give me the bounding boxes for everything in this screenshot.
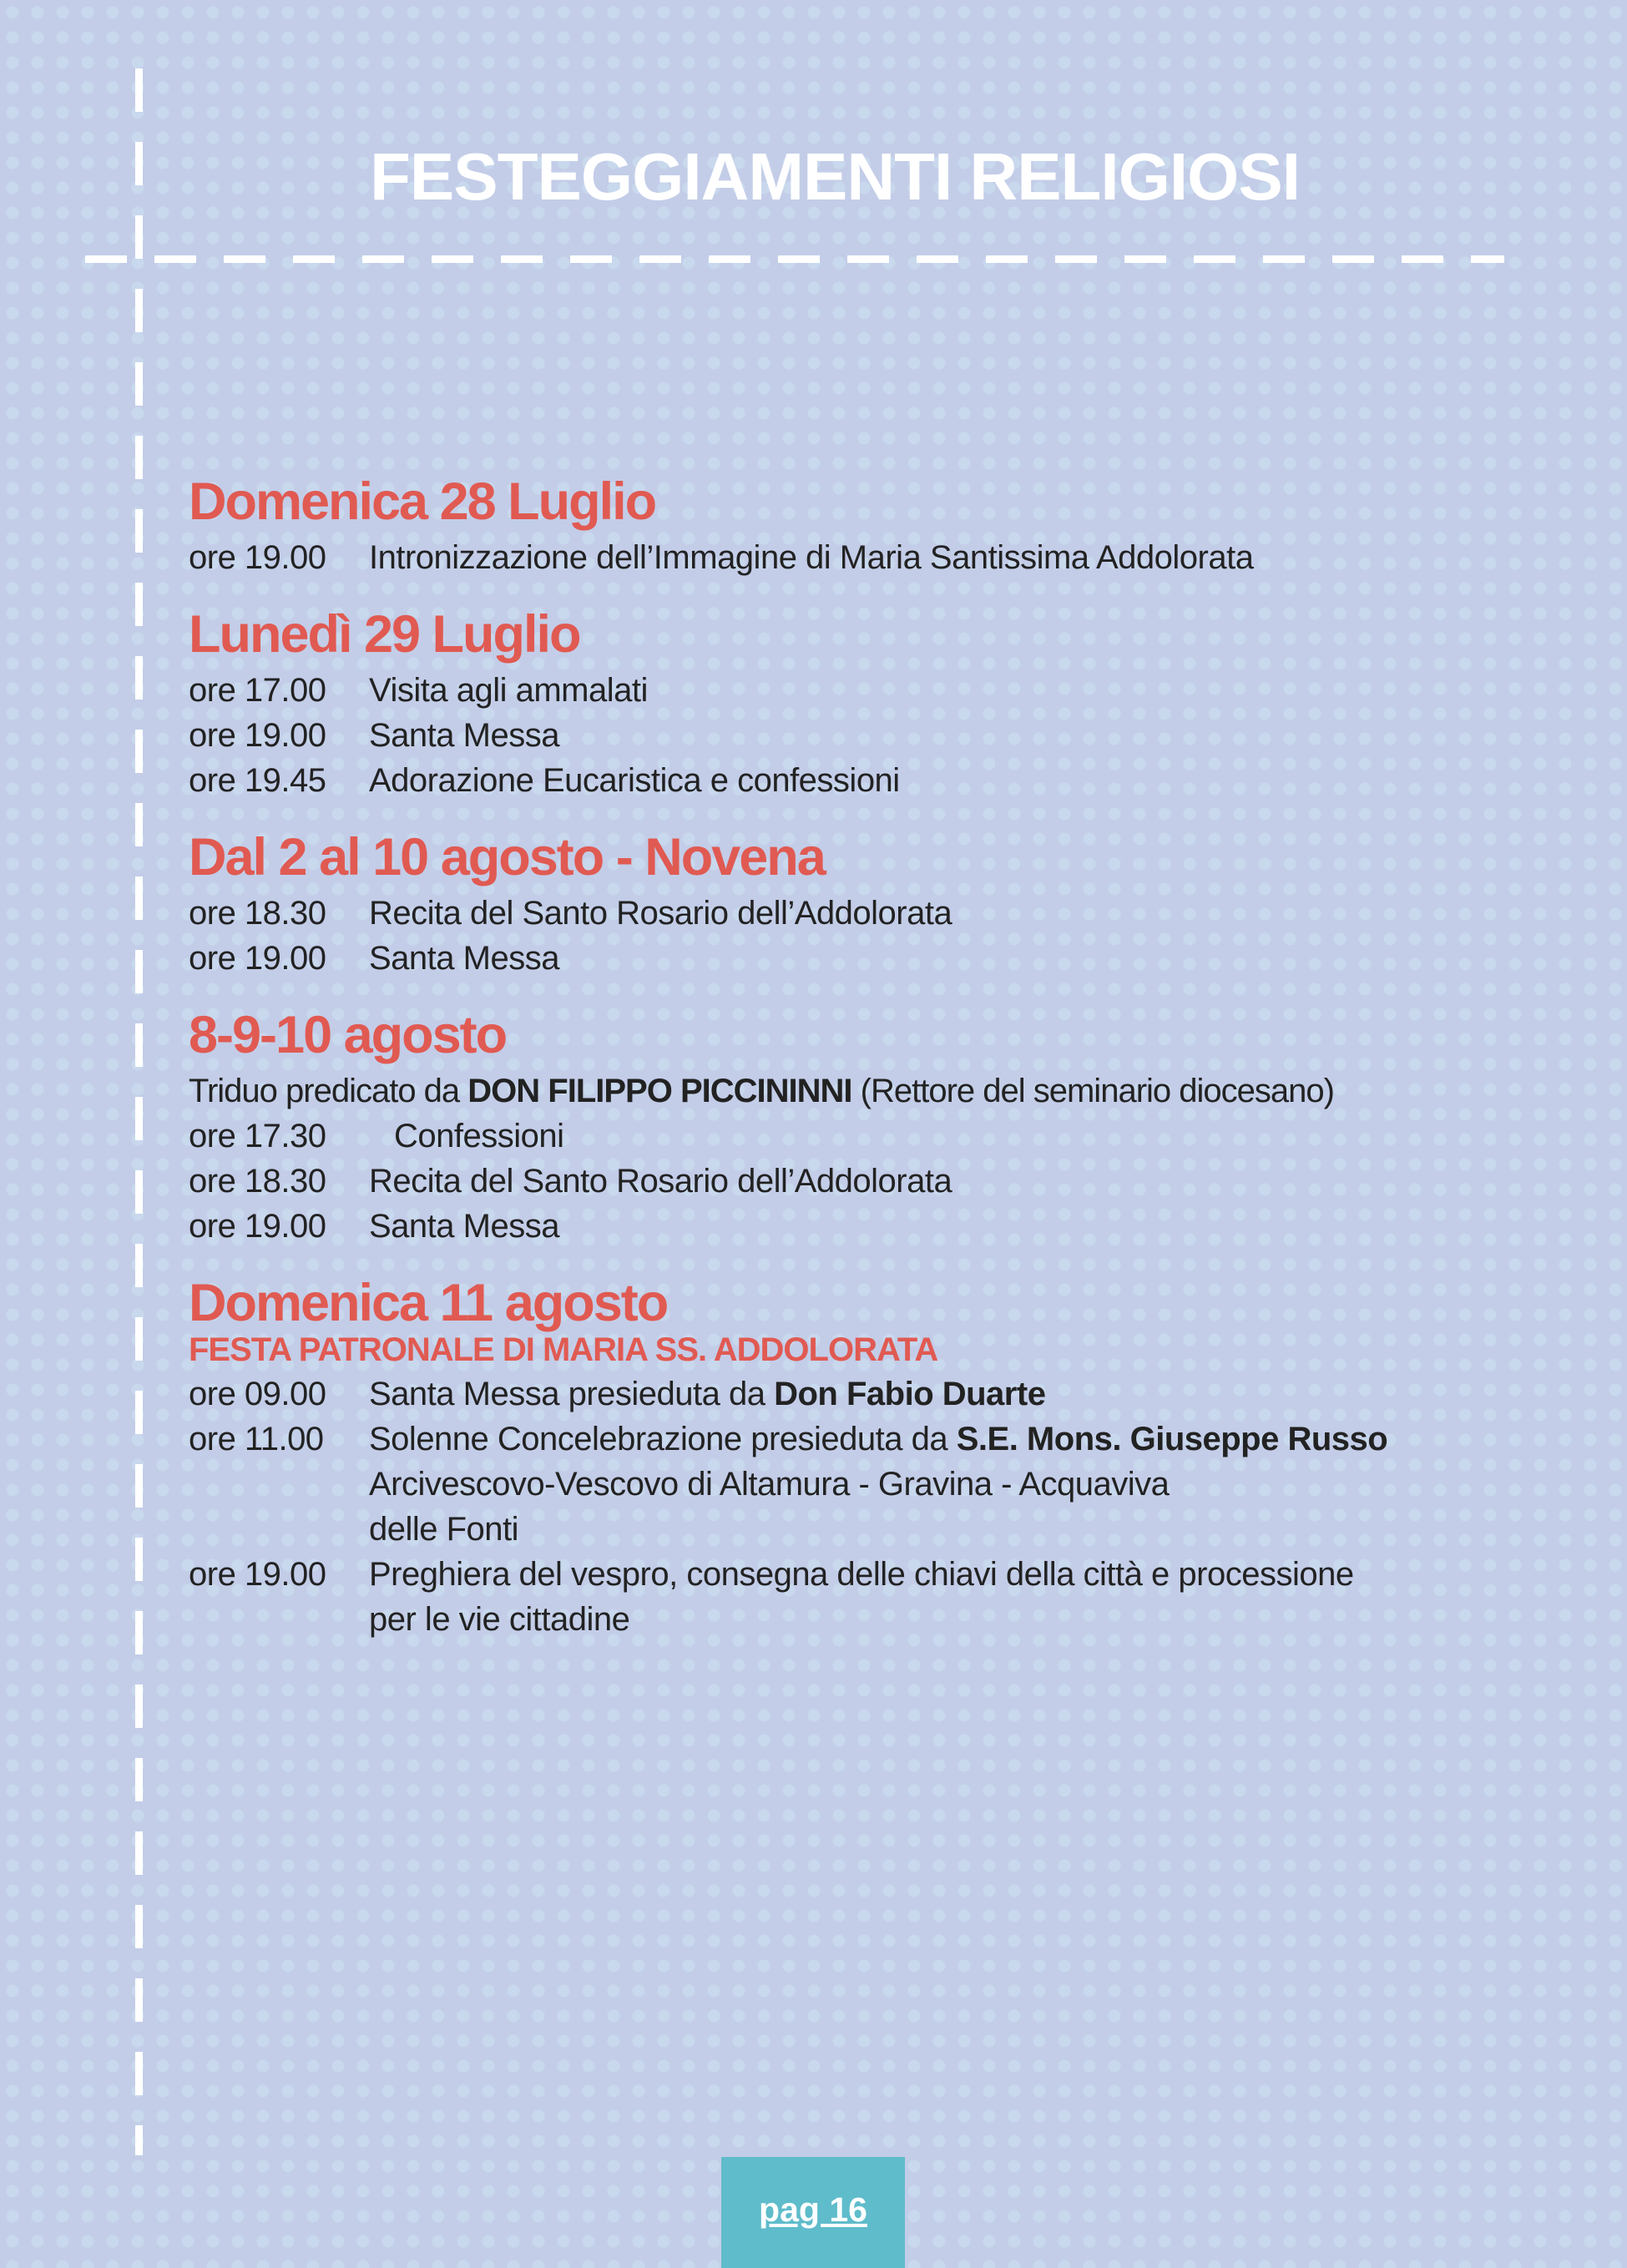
event-description: delle Fonti — [369, 1511, 519, 1548]
section-domenica-11-agosto — [189, 1274, 1458, 1642]
event-time: ore 17.00 — [189, 672, 326, 709]
schedule-row — [189, 1371, 1458, 1417]
program-content — [189, 472, 1458, 1670]
event-time — [189, 1597, 369, 1642]
event-description: Santa Messa — [369, 1208, 559, 1245]
schedule-row — [189, 668, 1458, 713]
event-time — [189, 1462, 369, 1507]
event-description: Arcivescovo-Vescovo di Altamura - Gravina - Acquaviva — [369, 1466, 1170, 1503]
intro-prefix: Triduo predicato da — [189, 1073, 468, 1109]
event-time: ore 18.30 — [189, 1163, 326, 1200]
event-time: ore 11.00 — [189, 1421, 324, 1457]
triduo-intro — [189, 1068, 1458, 1114]
event-time: ore 19.00 — [189, 1556, 326, 1593]
event-description — [369, 1371, 1458, 1417]
event-time: ore 19.00 — [189, 940, 326, 977]
schedule-row — [189, 1417, 1458, 1462]
schedule-row — [189, 713, 1458, 758]
page-title: FESTEGGIAMENTI RELIGIOSI — [370, 139, 1300, 214]
intro-suffix: (Rettore del seminario diocesano) — [851, 1073, 1334, 1109]
event-description — [369, 1417, 1458, 1462]
section-domenica-28-luglio — [189, 472, 1458, 580]
schedule-row — [189, 758, 1458, 803]
event-time: ore 19.00 — [189, 539, 326, 576]
event-description: Recita del Santo Rosario dell’Addolorata — [369, 895, 952, 932]
schedule-row-continued — [189, 1507, 1458, 1552]
event-time: ore 19.00 — [189, 717, 326, 754]
event-description: Intronizzazione dell’Immagine di Maria Santissima Addolorata — [369, 539, 1254, 576]
event-description: Santa Messa — [369, 940, 559, 977]
section-triduo — [189, 1006, 1458, 1249]
schedule-row — [189, 936, 1458, 981]
page-number: pag 16 — [759, 2190, 867, 2229]
section-heading: Lunedì 29 Luglio — [189, 605, 580, 664]
event-time — [189, 1507, 369, 1552]
event-time: ore 18.30 — [189, 895, 326, 932]
schedule-row-continued — [189, 1462, 1458, 1507]
event-description: Confessioni — [394, 1118, 564, 1154]
event-time: ore 09.00 — [189, 1376, 326, 1412]
schedule-row-continued — [189, 1597, 1458, 1642]
schedule-row — [189, 1552, 1458, 1597]
section-heading: Dal 2 al 10 agosto - Novena — [189, 828, 825, 886]
section-subheading: FESTA PATRONALE DI MARIA SS. ADDOLORATA — [189, 1331, 938, 1368]
event-description: Recita del Santo Rosario dell’Addolorata — [369, 1163, 952, 1200]
event-description: per le vie cittadine — [369, 1601, 630, 1638]
schedule-row — [189, 1159, 1458, 1204]
schedule-row — [189, 1204, 1458, 1249]
section-heading: Domenica 28 Luglio — [189, 472, 656, 531]
event-time: ore 19.45 — [189, 762, 326, 799]
event-time: ore 17.30 — [189, 1118, 326, 1154]
schedule-row — [189, 891, 1458, 936]
page-number-box — [721, 2157, 905, 2268]
event-description: Preghiera del vespro, consegna delle chiavi della città e processione — [369, 1556, 1354, 1593]
horizontal-dashed-line — [85, 255, 1504, 263]
celebrant-name: Don Fabio Duarte — [774, 1376, 1046, 1412]
preacher-name: DON FILIPPO PICCININNI — [467, 1073, 852, 1109]
section-heading: 8-9-10 agosto — [189, 1006, 507, 1064]
event-description: Visita agli ammalati — [369, 672, 648, 709]
description-text: Santa Messa presieduta da — [369, 1376, 775, 1412]
description-text: Solenne Concelebrazione presieduta da — [369, 1421, 957, 1457]
vertical-dashed-line — [135, 68, 143, 2155]
schedule-row — [189, 535, 1458, 580]
section-novena — [189, 828, 1458, 981]
event-description: Adorazione Eucaristica e confessioni — [369, 762, 900, 799]
event-description: Santa Messa — [369, 717, 559, 754]
section-lunedi-29-luglio — [189, 605, 1458, 803]
section-heading: Domenica 11 agosto — [189, 1274, 668, 1332]
schedule-row — [189, 1114, 1458, 1159]
celebrant-name: S.E. Mons. Giuseppe Russo — [956, 1421, 1388, 1457]
event-time: ore 19.00 — [189, 1208, 326, 1245]
